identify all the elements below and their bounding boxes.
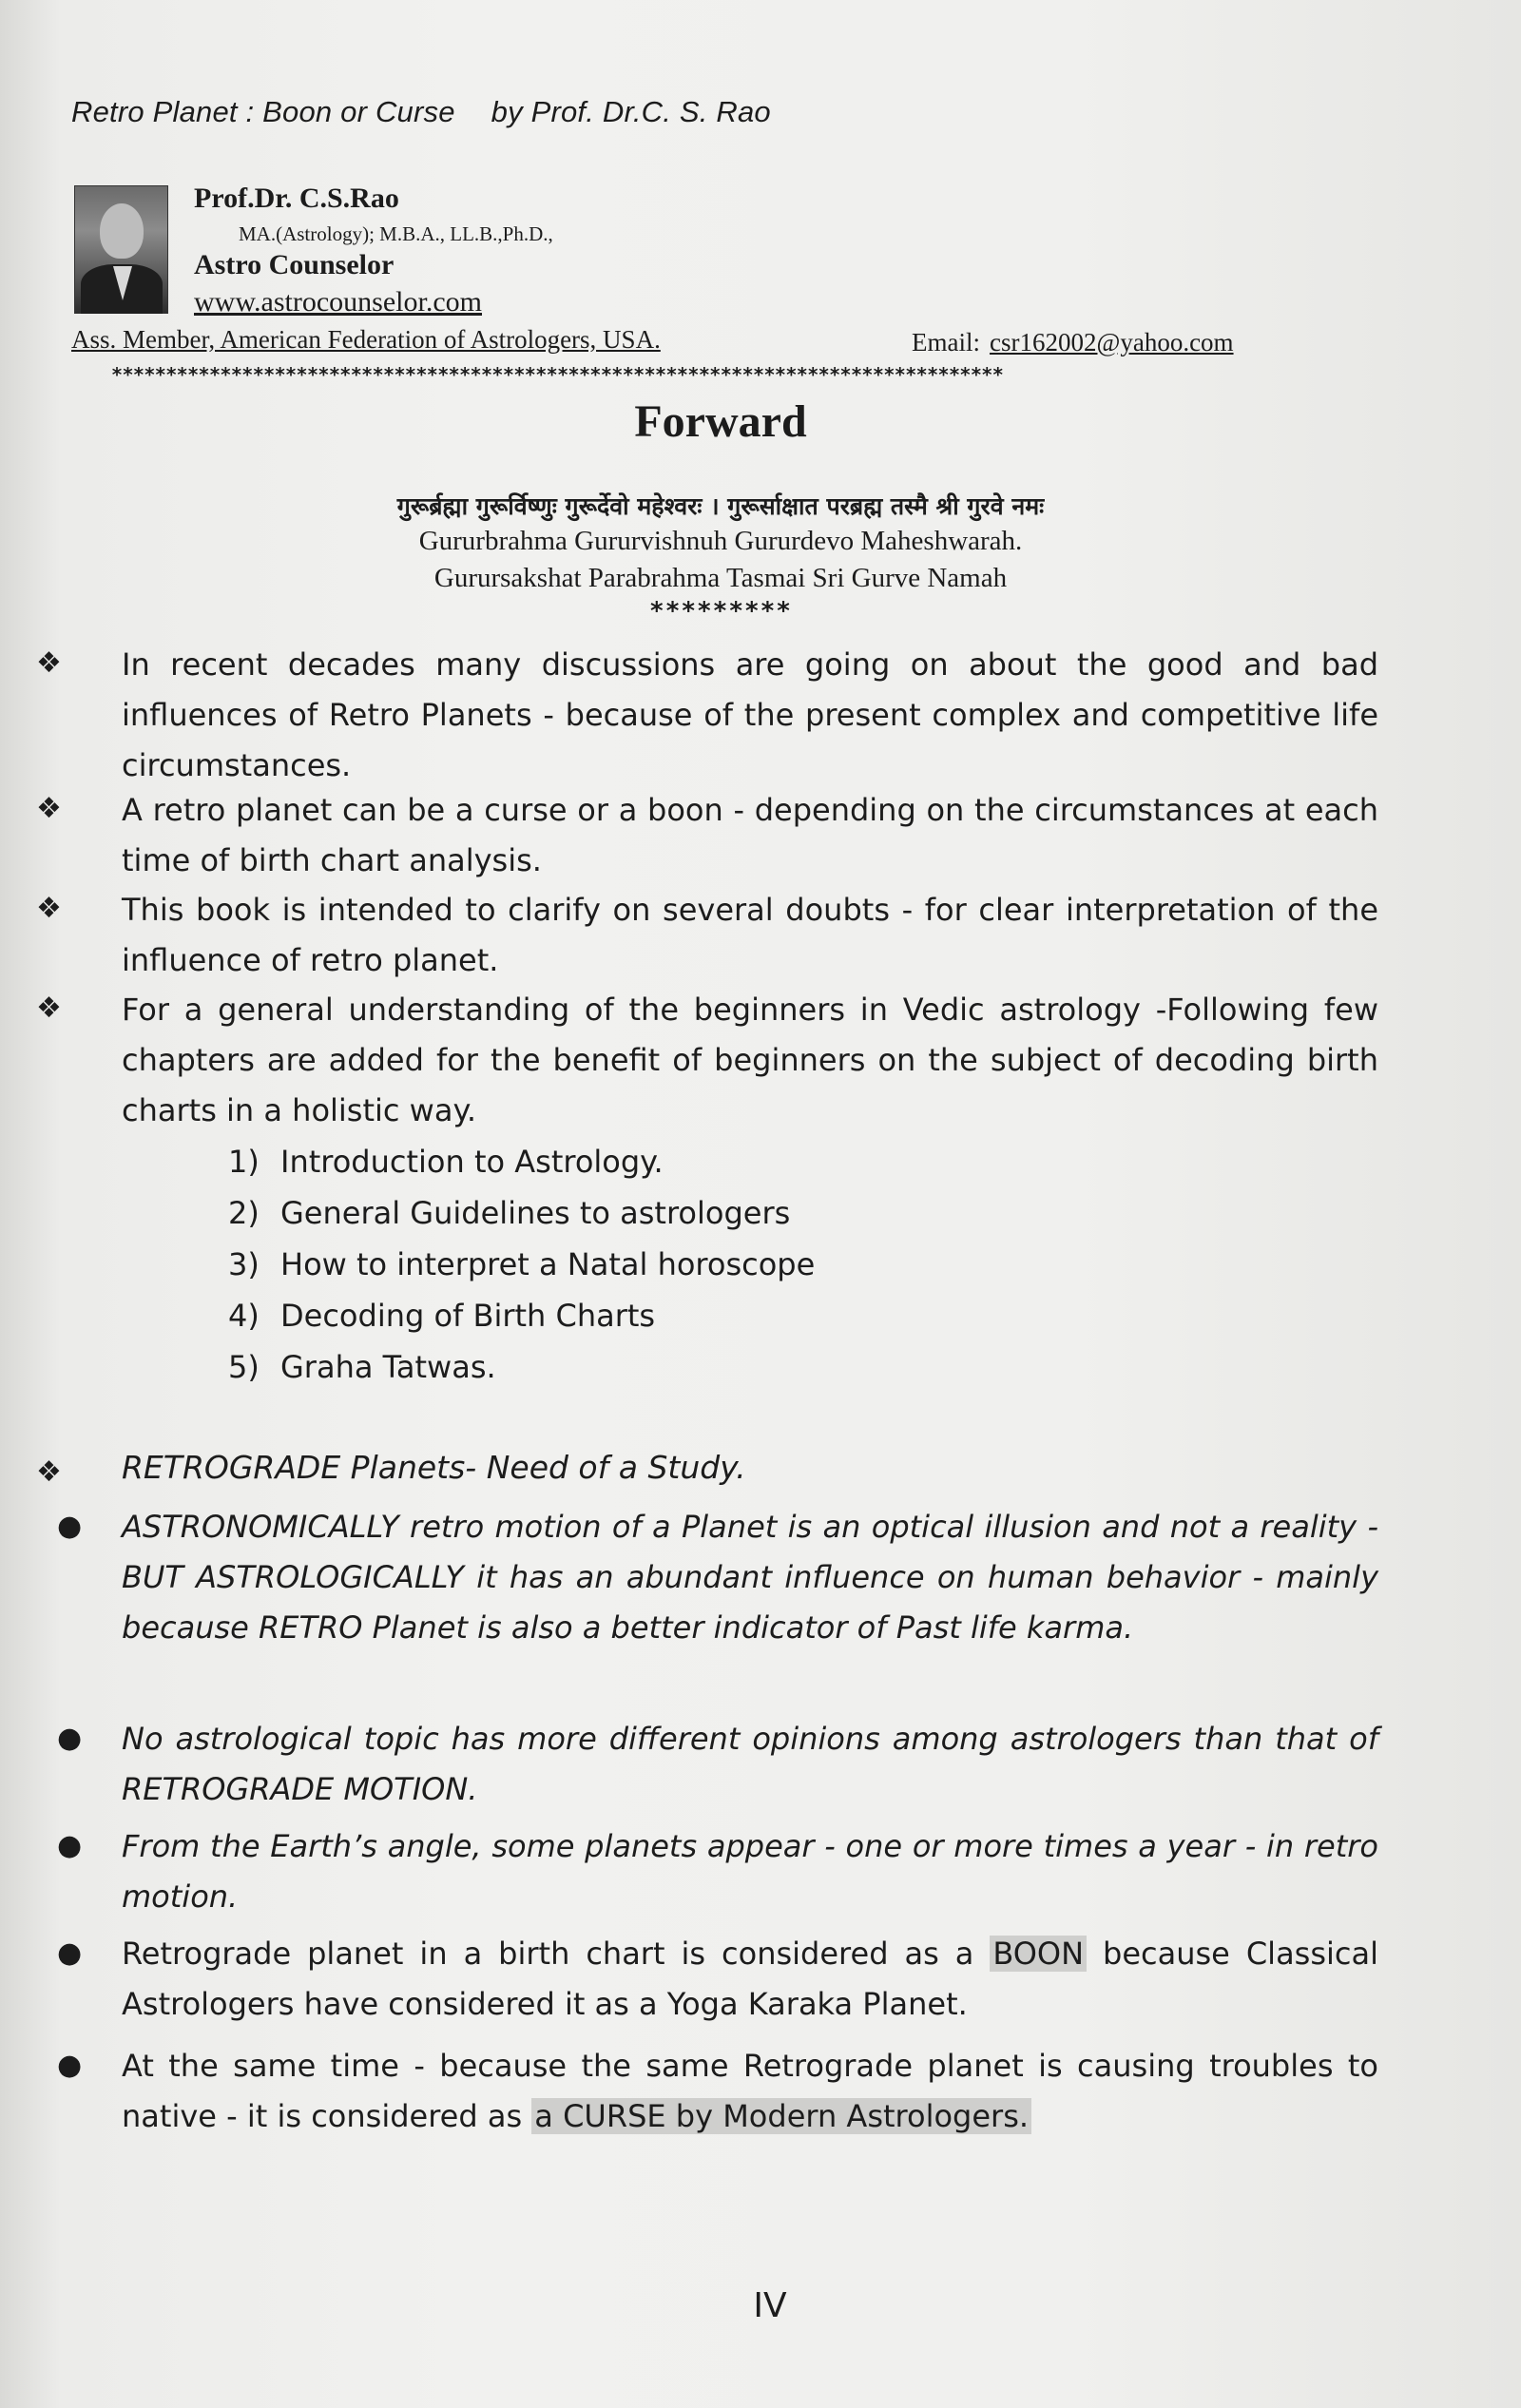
page-number: IV [753, 2286, 787, 2325]
author-website-link[interactable]: www.astrocounselor.com [194, 286, 482, 318]
author-role: Astro Counselor [194, 249, 395, 280]
author-block [71, 183, 1326, 363]
diamond-bullet-icon: ❖ [36, 892, 62, 925]
list-item: 1) Introduction to Astrology. [228, 1144, 664, 1180]
email-row [912, 328, 1234, 357]
study-point: From the Earth’s angle, some planets appear - one or more times a year - in retro motion. [122, 1828, 1378, 1915]
curse-highlight: a CURSE by Modern Astrologers. [531, 2098, 1031, 2134]
by-line: by Prof. Dr.C. S. Rao [491, 95, 771, 128]
boon-highlight: BOON [990, 1936, 1087, 1972]
author-photo [74, 185, 168, 314]
list-item: 4) Decoding of Birth Charts [228, 1298, 656, 1334]
diamond-bullet-icon: ❖ [36, 792, 62, 825]
bullet-dot-icon: ● [57, 2049, 83, 2082]
separator-stars: ********************************************************************************** [111, 363, 1004, 386]
diamond-bullet-icon: ❖ [36, 646, 62, 680]
list-item: 5) Graha Tatwas. [228, 1349, 496, 1385]
running-header [71, 95, 807, 129]
study-point: At the same time - because the same Retrograde planet is causing troubles to native - it is considered as a CURSE by Modern Astrologers. [122, 2048, 1378, 2134]
diamond-bullet-icon: ❖ [36, 1455, 62, 1489]
diamond-bullet-icon: ❖ [36, 992, 62, 1025]
bullet-dot-icon: ● [57, 1936, 83, 1970]
list-item: 2) General Guidelines to astrologers [228, 1195, 791, 1231]
intro-point: A retro planet can be a curse or a boon - depending on the circumstances at each time of birth chart analysis. [122, 792, 1378, 878]
invocation-line-1: Gururbrahma Gururvishnuh Gururdevo Maheshwarah. [418, 526, 1023, 556]
intro-point: This book is intended to clarify on several doubts - for clear interpretation of the influence of retro planet. [122, 892, 1378, 978]
author-membership: Ass. Member, American Federation of Astrologers, USA. [71, 325, 661, 354]
study-point: ASTRONOMICALLY retro motion of a Planet is an optical illusion and not a reality - BUT ASTROLOGICALLY it has an abundant influence on human behavior - mainly because RETRO Planet is also a better indicator of Past life karma. [122, 1509, 1378, 1646]
study-point: No astrological topic has more different opinions among astrologers than that of RETROGRADE MOTION. [122, 1721, 1378, 1807]
intro-point: For a general understanding of the beginners in Vedic astrology -Following few chapters are added for the benefit of beginners on the subject of decoding birth charts in a holistic way. [122, 992, 1378, 1128]
author-degrees: MA.(Astrology); M.B.A., LL.B.,Ph.D., [239, 222, 553, 245]
section-title: Forward [634, 396, 807, 447]
bullet-dot-icon: ● [57, 1510, 83, 1543]
email-label: Email: [912, 328, 980, 356]
study-heading: RETROGRADE Planets- Need of a Study. [122, 1449, 746, 1486]
chapter-list [228, 1136, 815, 1393]
study-point: Retrograde planet in a birth chart is considered as a BOON because Classical Astrologers have considered it as a Yoga Karaka Planet. [122, 1936, 1379, 2022]
author-name: Prof.Dr. C.S.Rao [194, 183, 399, 214]
sanskrit-invocation: गुरूर्ब्रह्मा गुरूर्विष्णुः गुरूर्देवो महेश्वरः । गुरूर्साक्षात परब्रह्म तस्मै श्री गुरवे नमः [396, 492, 1045, 520]
bullet-dot-icon: ● [57, 1722, 83, 1755]
list-item: 3) How to interpret a Natal horoscope [228, 1246, 816, 1282]
bullet-dot-icon: ● [57, 1829, 83, 1862]
invocation-line-2: Gurursakshat Parabrahma Tasmai Sri Gurve Namah [433, 563, 1008, 593]
book-title: Retro Planet : Boon or Curse [71, 95, 455, 128]
invocation-stars: ********* [649, 597, 792, 626]
email-link[interactable]: csr162002@yahoo.com [989, 328, 1234, 356]
intro-point: In recent decades many discussions are going on about the good and bad influences of Retro Planets - because of the present complex and competitive life circumstances. [122, 646, 1378, 783]
